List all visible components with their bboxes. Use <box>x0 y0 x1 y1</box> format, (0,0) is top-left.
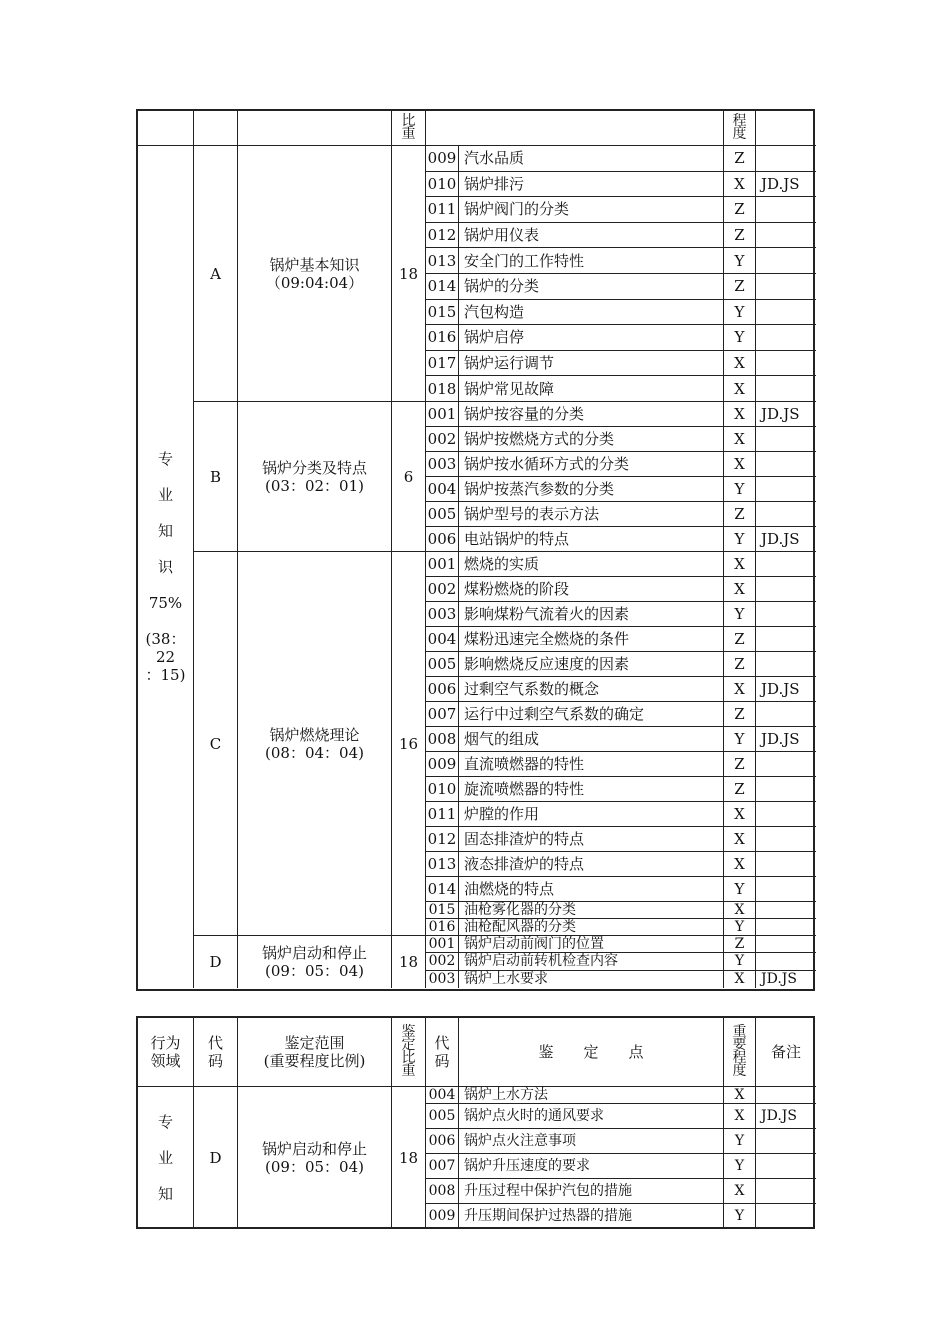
header-weight: 鉴 定 比 重 <box>392 1018 426 1087</box>
importance-level: X <box>724 677 756 702</box>
section-range: 锅炉启动和停止 (09：05：04) <box>238 1087 392 1229</box>
point-code: 015 <box>426 902 459 919</box>
remark: JD.JS <box>756 677 816 702</box>
point-code: 005 <box>426 502 459 527</box>
importance-level: Y <box>724 1154 756 1179</box>
remark <box>756 652 816 677</box>
point-code: 011 <box>426 802 459 827</box>
assessment-point: 电站锅炉的特点 <box>459 527 724 552</box>
point-code: 010 <box>426 172 459 198</box>
point-code: 014 <box>426 877 459 902</box>
remark <box>756 427 816 452</box>
header-blank <box>194 111 238 146</box>
assessment-point: 燃烧的实质 <box>459 552 724 577</box>
point-code: 017 <box>426 351 459 377</box>
header-blank <box>138 111 194 146</box>
remark <box>756 502 816 527</box>
assessment-point: 锅炉排污 <box>459 172 724 198</box>
remark: JD.JS <box>761 970 797 987</box>
assessment-point: 锅炉按容量的分类 <box>459 402 724 427</box>
remark <box>756 197 816 223</box>
point-code: 016 <box>426 325 459 351</box>
section-code: A <box>194 146 238 402</box>
remark: JD.JS <box>756 172 816 198</box>
assessment-point: 锅炉升压速度的要求 <box>459 1154 724 1179</box>
point-code: 009 <box>426 1204 459 1229</box>
remark <box>756 1129 816 1154</box>
assessment-point: 锅炉阀门的分类 <box>459 197 724 223</box>
importance-level: Z <box>724 146 756 172</box>
section-code: D <box>194 1087 238 1229</box>
remark <box>756 852 816 877</box>
remark <box>756 552 816 577</box>
remark <box>756 351 816 377</box>
header-range: 鉴定范围 (重要程度比例) <box>238 1018 392 1087</box>
importance-level: Y <box>724 477 756 502</box>
point-code: 011 <box>426 197 459 223</box>
importance-level: Y <box>724 1204 756 1229</box>
section-weight: 18 <box>392 936 426 988</box>
assessment-point: 锅炉上水要求 <box>459 971 724 988</box>
importance-level: X <box>724 902 756 919</box>
section-weight: 18 <box>392 146 426 402</box>
remark <box>756 627 816 652</box>
remark <box>756 577 816 602</box>
assessment-point: 油枪雾化器的分类 <box>459 902 724 919</box>
remark <box>756 777 816 802</box>
point-code: 008 <box>426 1179 459 1204</box>
behavior-domain: 专 业 知 识 75% (38：22 ：15) <box>138 146 194 988</box>
remark <box>756 1087 816 1104</box>
importance-level: Y <box>724 602 756 627</box>
importance-level: X <box>724 427 756 452</box>
importance-level: Y <box>724 727 756 752</box>
assessment-point: 锅炉的分类 <box>459 274 724 300</box>
importance-level: Y <box>724 527 756 552</box>
point-code: 003 <box>426 452 459 477</box>
assessment-point: 安全门的工作特性 <box>459 248 724 274</box>
assessment-point: 锅炉用仪表 <box>459 223 724 249</box>
assessment-point: 油燃烧的特点 <box>459 877 724 902</box>
importance-level: Z <box>724 702 756 727</box>
importance-level: Y <box>724 877 756 902</box>
importance-level: Y <box>724 953 756 970</box>
importance-level: Z <box>724 652 756 677</box>
assessment-point: 汽水品质 <box>459 146 724 172</box>
remark <box>756 248 816 274</box>
section-weight: 6 <box>392 402 426 552</box>
point-code: 001 <box>426 402 459 427</box>
assessment-point: 影响煤粉气流着火的因素 <box>459 602 724 627</box>
importance-level: Z <box>724 197 756 223</box>
point-code: 003 <box>426 971 459 988</box>
assessment-point: 煤粉迅速完全燃烧的条件 <box>459 627 724 652</box>
knowledge-table-2 <box>136 1016 815 1229</box>
assessment-point: 锅炉启停 <box>459 325 724 351</box>
remark <box>756 802 816 827</box>
header-point: 鉴 定 点 <box>459 1018 724 1087</box>
point-code: 004 <box>426 627 459 652</box>
assessment-point: 锅炉点火时的通风要求 <box>459 1104 724 1129</box>
remark <box>756 1154 816 1179</box>
importance-level: Y <box>724 919 756 936</box>
remark <box>756 1179 816 1204</box>
header-blank <box>426 111 724 146</box>
assessment-point: 影响燃烧反应速度的因素 <box>459 652 724 677</box>
remark <box>756 223 816 249</box>
assessment-point: 锅炉按燃烧方式的分类 <box>459 427 724 452</box>
assessment-point: 直流喷燃器的特性 <box>459 752 724 777</box>
assessment-point: 油枪配风器的分类 <box>459 919 724 936</box>
assessment-point: 锅炉按蒸汽参数的分类 <box>459 477 724 502</box>
remark <box>756 936 816 953</box>
point-code: 005 <box>426 652 459 677</box>
header-importance: 程 度 <box>724 111 756 146</box>
assessment-point: 锅炉按水循环方式的分类 <box>459 452 724 477</box>
remark <box>756 477 816 502</box>
point-code: 006 <box>426 1129 459 1154</box>
section-range: 锅炉分类及特点 (03：02：01) <box>238 402 392 552</box>
importance-level: X <box>724 376 756 402</box>
assessment-point: 锅炉点火注意事项 <box>459 1129 724 1154</box>
remark <box>756 919 816 936</box>
remark: JD.JS <box>756 527 816 552</box>
remark <box>756 702 816 727</box>
point-code: 002 <box>426 427 459 452</box>
remark: JD.JS <box>756 1104 816 1129</box>
importance-level: Y <box>724 300 756 326</box>
remark: JD.JS <box>756 402 816 427</box>
assessment-point: 过剩空气系数的概念 <box>459 677 724 702</box>
importance-level: X <box>724 1087 756 1104</box>
assessment-point: 液态排渣炉的特点 <box>459 852 724 877</box>
header-blank <box>756 111 816 146</box>
importance-level: X <box>724 852 756 877</box>
header-note: 备注 <box>756 1018 816 1087</box>
remark <box>756 376 816 402</box>
header-importance: 重 要 程 度 <box>724 1018 756 1087</box>
section-code: D <box>194 936 238 988</box>
point-code: 006 <box>426 677 459 702</box>
assessment-point: 旋流喷燃器的特性 <box>459 777 724 802</box>
assessment-point: 锅炉启动前转机检查内容 <box>459 953 724 970</box>
section-code: B <box>194 402 238 552</box>
point-code: 015 <box>426 300 459 326</box>
point-code: 010 <box>426 777 459 802</box>
point-code: 004 <box>426 477 459 502</box>
importance-level: X <box>724 452 756 477</box>
point-code: 006 <box>426 527 459 552</box>
knowledge-table-1 <box>136 109 815 991</box>
point-code: 001 <box>426 936 459 953</box>
header-weight: 比 重 <box>392 111 426 146</box>
remark <box>756 274 816 300</box>
remark <box>756 602 816 627</box>
importance-level: Z <box>724 777 756 802</box>
remark <box>756 902 816 919</box>
point-code: 012 <box>426 827 459 852</box>
importance-level: Z <box>724 502 756 527</box>
section-range: 锅炉燃烧理论 (08：04：04) <box>238 552 392 936</box>
remark <box>756 325 816 351</box>
importance-level: Y <box>724 325 756 351</box>
point-code: 014 <box>426 274 459 300</box>
assessment-point: 汽包构造 <box>459 300 724 326</box>
assessment-point: 煤粉燃烧的阶段 <box>459 577 724 602</box>
importance-level: Z <box>724 274 756 300</box>
section-range: 锅炉基本知识 （09:04:04） <box>238 146 392 402</box>
header-domain: 行为 领域 <box>138 1018 194 1087</box>
header-blank <box>238 111 392 146</box>
remark <box>756 953 816 970</box>
importance-level: X <box>724 402 756 427</box>
point-code: 003 <box>426 602 459 627</box>
remark <box>756 1204 816 1229</box>
remark <box>756 877 816 902</box>
remark: JD.JS <box>756 727 816 752</box>
importance-level: Y <box>724 248 756 274</box>
header-code: 代 码 <box>194 1018 238 1087</box>
remark <box>756 300 816 326</box>
importance-level: Z <box>724 627 756 652</box>
point-code: 007 <box>426 1154 459 1179</box>
importance-level: X <box>724 577 756 602</box>
section-weight: 16 <box>392 552 426 936</box>
point-code: 009 <box>426 146 459 172</box>
point-code: 007 <box>426 702 459 727</box>
assessment-point: 锅炉常见故障 <box>459 376 724 402</box>
point-code: 009 <box>426 752 459 777</box>
importance-level: Y <box>724 1129 756 1154</box>
point-code: 005 <box>426 1104 459 1129</box>
importance-level: X <box>724 351 756 377</box>
importance-level: X <box>724 1179 756 1204</box>
assessment-point: 升压过程中保护汽包的措施 <box>459 1179 724 1204</box>
point-code: 013 <box>426 852 459 877</box>
point-code: 002 <box>426 577 459 602</box>
point-code: 004 <box>426 1087 459 1104</box>
point-code: 013 <box>426 248 459 274</box>
importance-level: X <box>724 172 756 198</box>
importance-level: Z <box>724 936 756 953</box>
header-point-code: 代 码 <box>426 1018 459 1087</box>
remark <box>756 752 816 777</box>
section-code: C <box>194 552 238 936</box>
assessment-point: 炉膛的作用 <box>459 802 724 827</box>
section-range: 锅炉启动和停止 (09：05：04) <box>238 936 392 988</box>
importance-level: X <box>724 827 756 852</box>
remark <box>756 452 816 477</box>
point-code: 012 <box>426 223 459 249</box>
assessment-point: 锅炉运行调节 <box>459 351 724 377</box>
point-code: 008 <box>426 727 459 752</box>
importance-level: X <box>724 971 756 988</box>
behavior-domain: 专 业 知 <box>138 1087 194 1229</box>
importance-level: X <box>724 1104 756 1129</box>
remark <box>756 827 816 852</box>
point-code: 018 <box>426 376 459 402</box>
importance-level: Z <box>724 223 756 249</box>
assessment-point: 固态排渣炉的特点 <box>459 827 724 852</box>
assessment-point: 烟气的组成 <box>459 727 724 752</box>
importance-level: X <box>724 802 756 827</box>
assessment-point: 运行中过剩空气系数的确定 <box>459 702 724 727</box>
assessment-point: 锅炉启动前阀门的位置 <box>459 936 724 953</box>
importance-level: X <box>724 552 756 577</box>
assessment-point: 锅炉型号的表示方法 <box>459 502 724 527</box>
section-weight: 18 <box>392 1087 426 1229</box>
point-code: 002 <box>426 953 459 970</box>
point-code: 001 <box>426 552 459 577</box>
importance-level: Z <box>724 752 756 777</box>
point-code: 016 <box>426 919 459 936</box>
assessment-point: 锅炉上水方法 <box>459 1087 724 1104</box>
remark <box>756 146 816 172</box>
assessment-point: 升压期间保护过热器的措施 <box>459 1204 724 1229</box>
